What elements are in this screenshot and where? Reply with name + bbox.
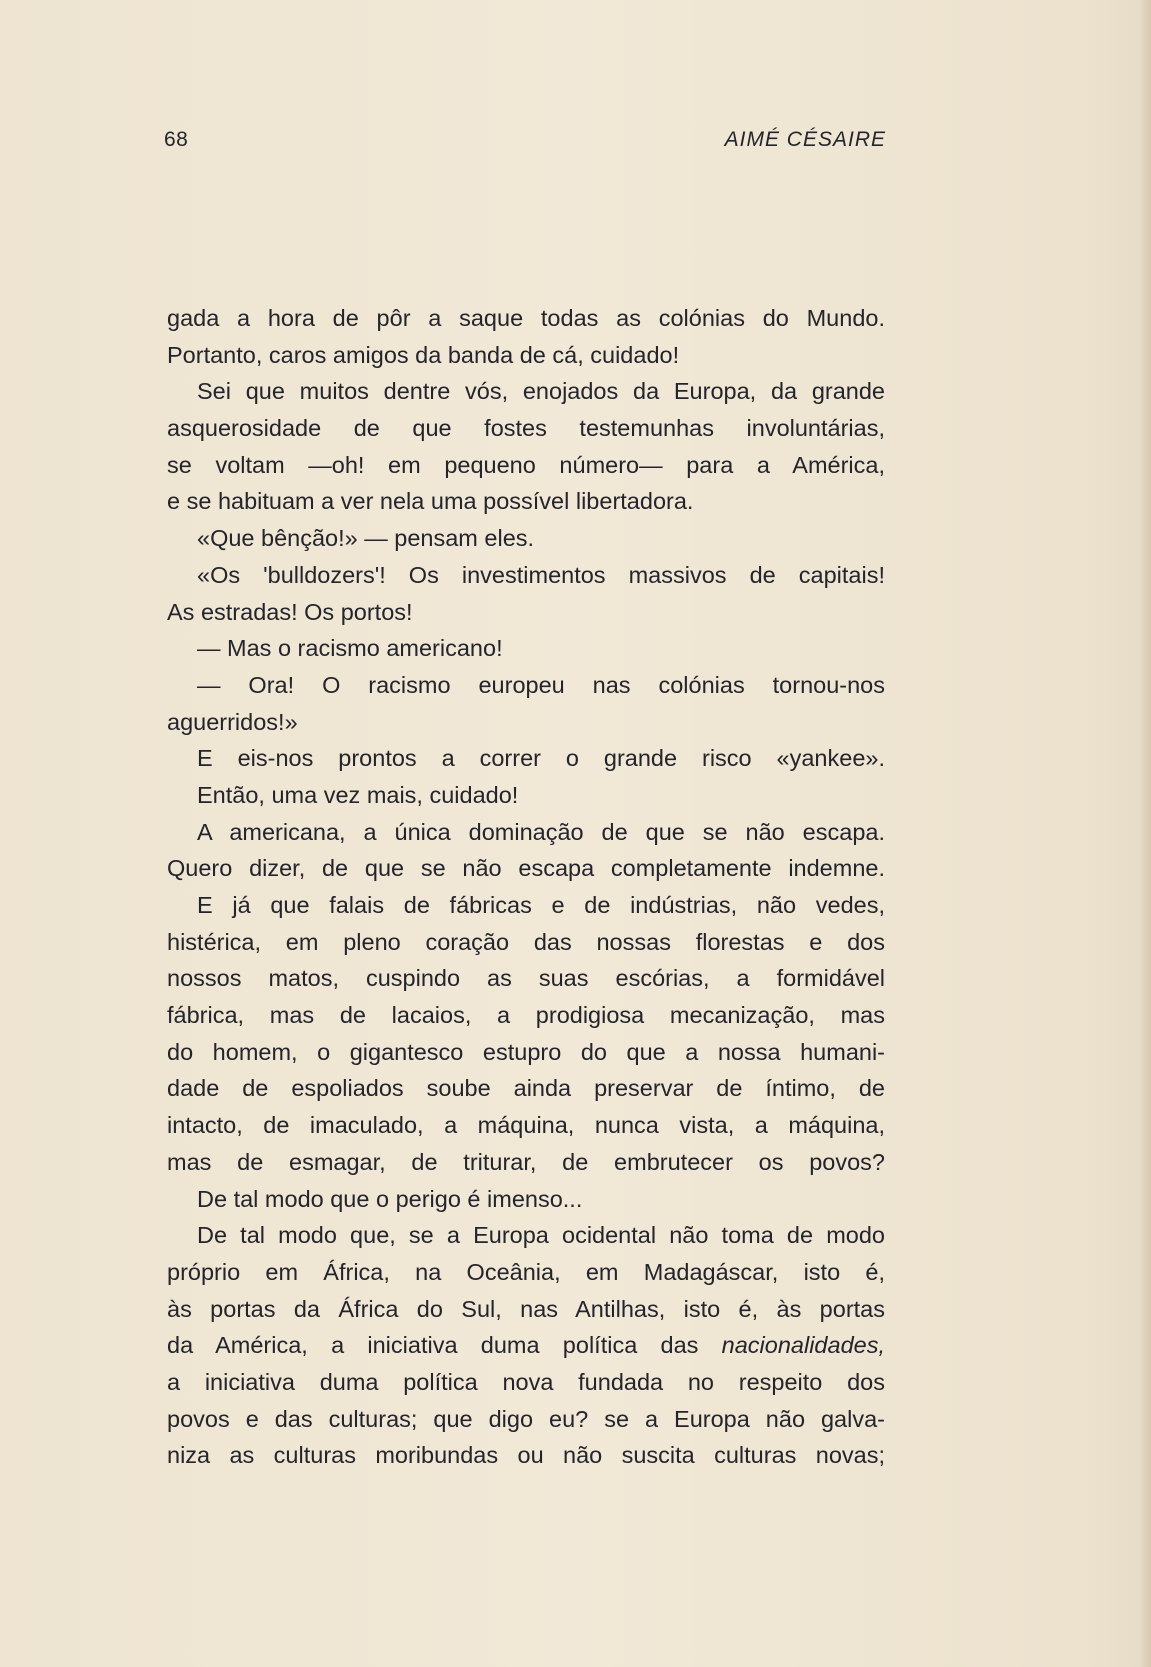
text-line: niza as culturas moribundas ou não suscita culturas novas;	[167, 1442, 885, 1469]
text-line: Sei que muitos dentre vós, enojados da Europa, da grande	[197, 378, 885, 405]
text-line: intacto, de imaculado, a máquina, nunca vista, a máquina,	[167, 1112, 885, 1139]
text-line: — Ora! O racismo europeu nas colónias tornou-nos	[197, 671, 885, 698]
text-line: Quero dizer, de que se não escapa completamente indemne.	[167, 855, 885, 882]
text-line: povos e das culturas; que digo eu? se a Europa não galva-	[167, 1405, 885, 1432]
text-line: histérica, em pleno coração das nossas florestas e dos	[167, 928, 885, 955]
text-line: a iniciativa duma política nova fundada no respeito dos	[167, 1368, 885, 1395]
text-line: próprio em África, na Oceânia, em Madagáscar, isto é,	[167, 1258, 885, 1285]
text-line: «Os 'bulldozers'! Os investimentos massivos de capitais!	[197, 561, 885, 588]
text-line: Então, uma vez mais, cuidado!	[197, 781, 519, 808]
running-head: AIMÉ CÉSAIRE	[724, 128, 886, 151]
text-line: E já que falais de fábricas e de indústrias, não vedes,	[197, 892, 885, 918]
text-line: «Que bênção!» — pensam eles.	[197, 525, 535, 552]
text-line: asquerosidade de que fostes testemunhas involuntárias,	[167, 415, 885, 442]
text-line: A americana, a única dominação de que se não escapa.	[197, 818, 885, 845]
text-line: E eis-nos prontos a correr o grande risco «yankee».	[197, 745, 885, 772]
text-line: nossos matos, cuspindo as suas escórias, a formidável	[167, 965, 885, 992]
text-line: Portanto, caros amigos da banda de cá, cuidado!	[167, 341, 680, 368]
text-line: às portas da África do Sul, nas Antilhas, isto é, às portas	[167, 1295, 885, 1322]
text-line: fábrica, mas de lacaios, a prodigiosa mecanização, mas	[167, 1002, 885, 1029]
text-line	[167, 1327, 885, 1364]
text-line: De tal modo que, se a Europa ocidental não toma de modo	[197, 1222, 885, 1249]
page-number: 68	[164, 128, 189, 151]
text-line: do homem, o gigantesco estupro do que a nossa humani-	[167, 1038, 885, 1065]
text-line: gada a hora de pôr a saque todas as colónias do Mundo.	[167, 305, 885, 331]
italic-term: nacionalidades,	[721, 1332, 885, 1359]
text-line: se voltam —oh! em pequeno número— para a América,	[167, 451, 885, 478]
text-line: As estradas! Os portos!	[167, 598, 413, 625]
text-line: e se habituam a ver nela uma possível libertadora.	[167, 488, 694, 515]
text-line: De tal modo que o perigo é imenso...	[197, 1185, 583, 1212]
text-line: mas de esmagar, de triturar, de embrutecer os povos?	[167, 1148, 885, 1175]
body-text	[167, 300, 885, 1474]
page-header	[164, 128, 886, 156]
page-edge	[1141, 0, 1151, 1667]
text-segment: da América, a iniciativa duma política das	[167, 1332, 722, 1359]
text-line: dade de espoliados soube ainda preservar de íntimo, de	[167, 1075, 885, 1102]
text-line: — Mas o racismo americano!	[197, 635, 503, 662]
text-line: aguerridos!»	[167, 708, 298, 735]
